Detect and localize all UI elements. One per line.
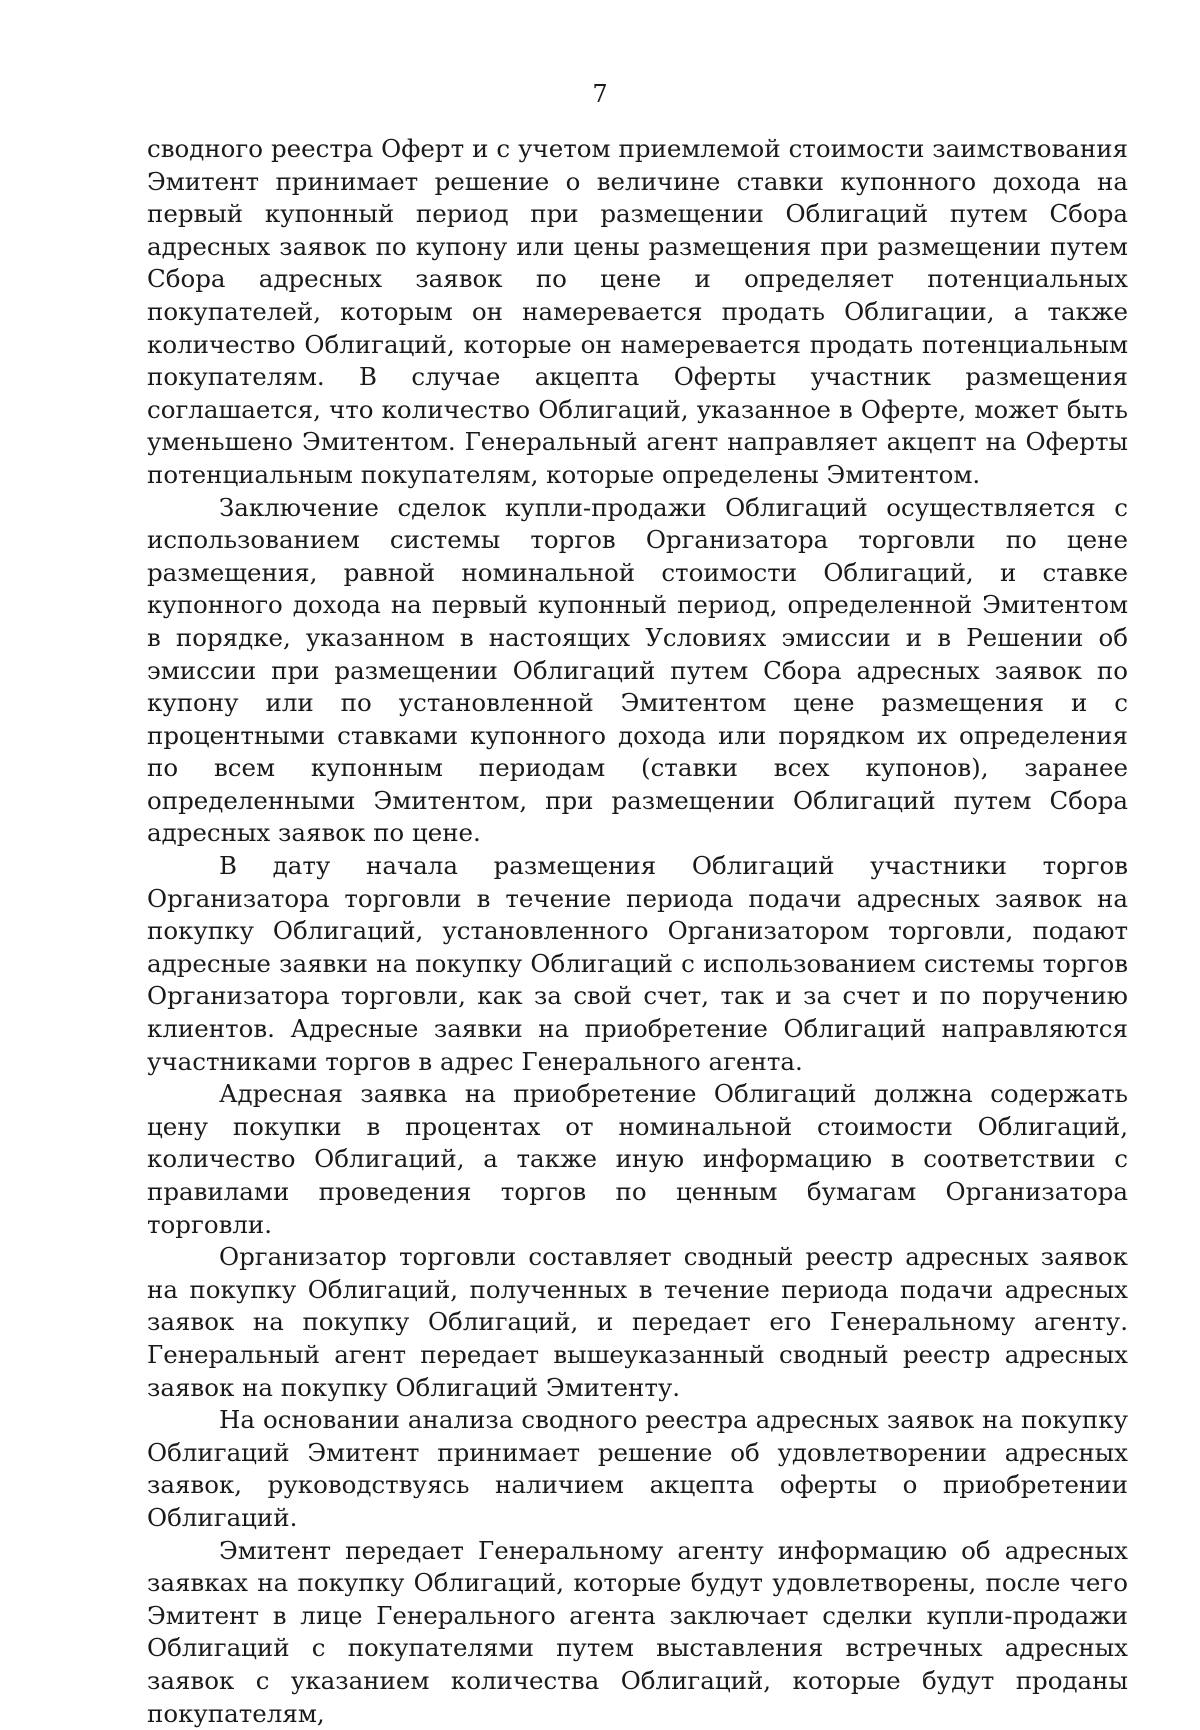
paragraph-4: Адресная заявка на приобретение Облигаций должна содержать цену покупки в процентах от номинальной стоимости Облигаций, количество Облигаций, а также иную информацию в соответствии с правилами проведения торгов по ценным бумагам Организатора торговли.: [147, 1079, 1128, 1239]
page-number: 7: [592, 80, 608, 108]
paragraph-3: В дату начала размещения Облигаций участники торгов Организатора торговли в течение периода подачи адресных заявок на покупку Облигаций, установленного Организатором торговли, подают адресные заявки на покупку Облигаций с использованием системы торгов Организатора торговли, как за свой счет, так и за счет и по поручению клиентов. Адресные заявки на приобретение Облигаций направляются участниками торгов в адрес Генерального агента.: [147, 851, 1128, 1076]
paragraph-1: сводного реестра Оферт и с учетом приемлемой стоимости заимствования Эмитент принимает решение о величине ставки купонного дохода на первый купонный период при размещении Облигаций путем Сбора адресных заявок по купону или цены размещения при размещении путем Сбора адресных заявок по цене и определяет потенциальных покупателей, которым он намеревается продать Облигации, а также количество Облигаций, которые он намеревается продать потенциальным покупателям. В случае акцепта Оферты участник размещения соглашается, что количество Облигаций, указанное в Оферте, может быть уменьшено Эмитентом. Генеральный агент направляет акцепт на Оферты потенциальным покупателям, которые определены Эмитентом.: [147, 134, 1128, 489]
document-body: [147, 133, 1128, 1730]
paragraph-2: Заключение сделок купли-продажи Облигаций осуществляется с использованием системы торгов Организатора торговли по цене размещения, равной номинальной стоимости Облигаций, и ставке купонного дохода на первый купонный период, определенной Эмитентом в порядке, указанном в настоящих Условиях эмиссии и в Решении об эмиссии при размещении Облигаций путем Сбора адресных заявок по купону или по установленной Эмитентом цене размещения и с процентными ставками купонного дохода или порядком их определения по всем купонным периодам (ставки всех купонов), заранее определенными Эмитентом, при размещении Облигаций путем Сбора адресных заявок по цене.: [147, 492, 1128, 848]
paragraph-7: Эмитент передает Генеральному агенту информацию об адресных заявках на покупку Облигаций, которые будут удовлетворены, после чего Эмитент в лице Генерального агента заключает сделки купли-продажи Облигаций с покупателями путем выставления встречных адресных заявок с указанием количества Облигаций, которые будут проданы покупателям,: [147, 1535, 1128, 1728]
paragraph-5: Организатор торговли составляет сводный реестр адресных заявок на покупку Облигаций, полученных в течение периода подачи адресных заявок на покупку Облигаций, и передает его Генеральному агенту. Генеральный агент передает вышеуказанный сводный реестр адресных заявок на покупку Облигаций Эмитенту.: [147, 1242, 1128, 1402]
paragraph-6: На основании анализа сводного реестра адресных заявок на покупку Облигаций Эмитент принимает решение об удовлетворении адресных заявок, руководствуясь наличием акцепта оферты о приобретении Облигаций.: [147, 1405, 1128, 1532]
